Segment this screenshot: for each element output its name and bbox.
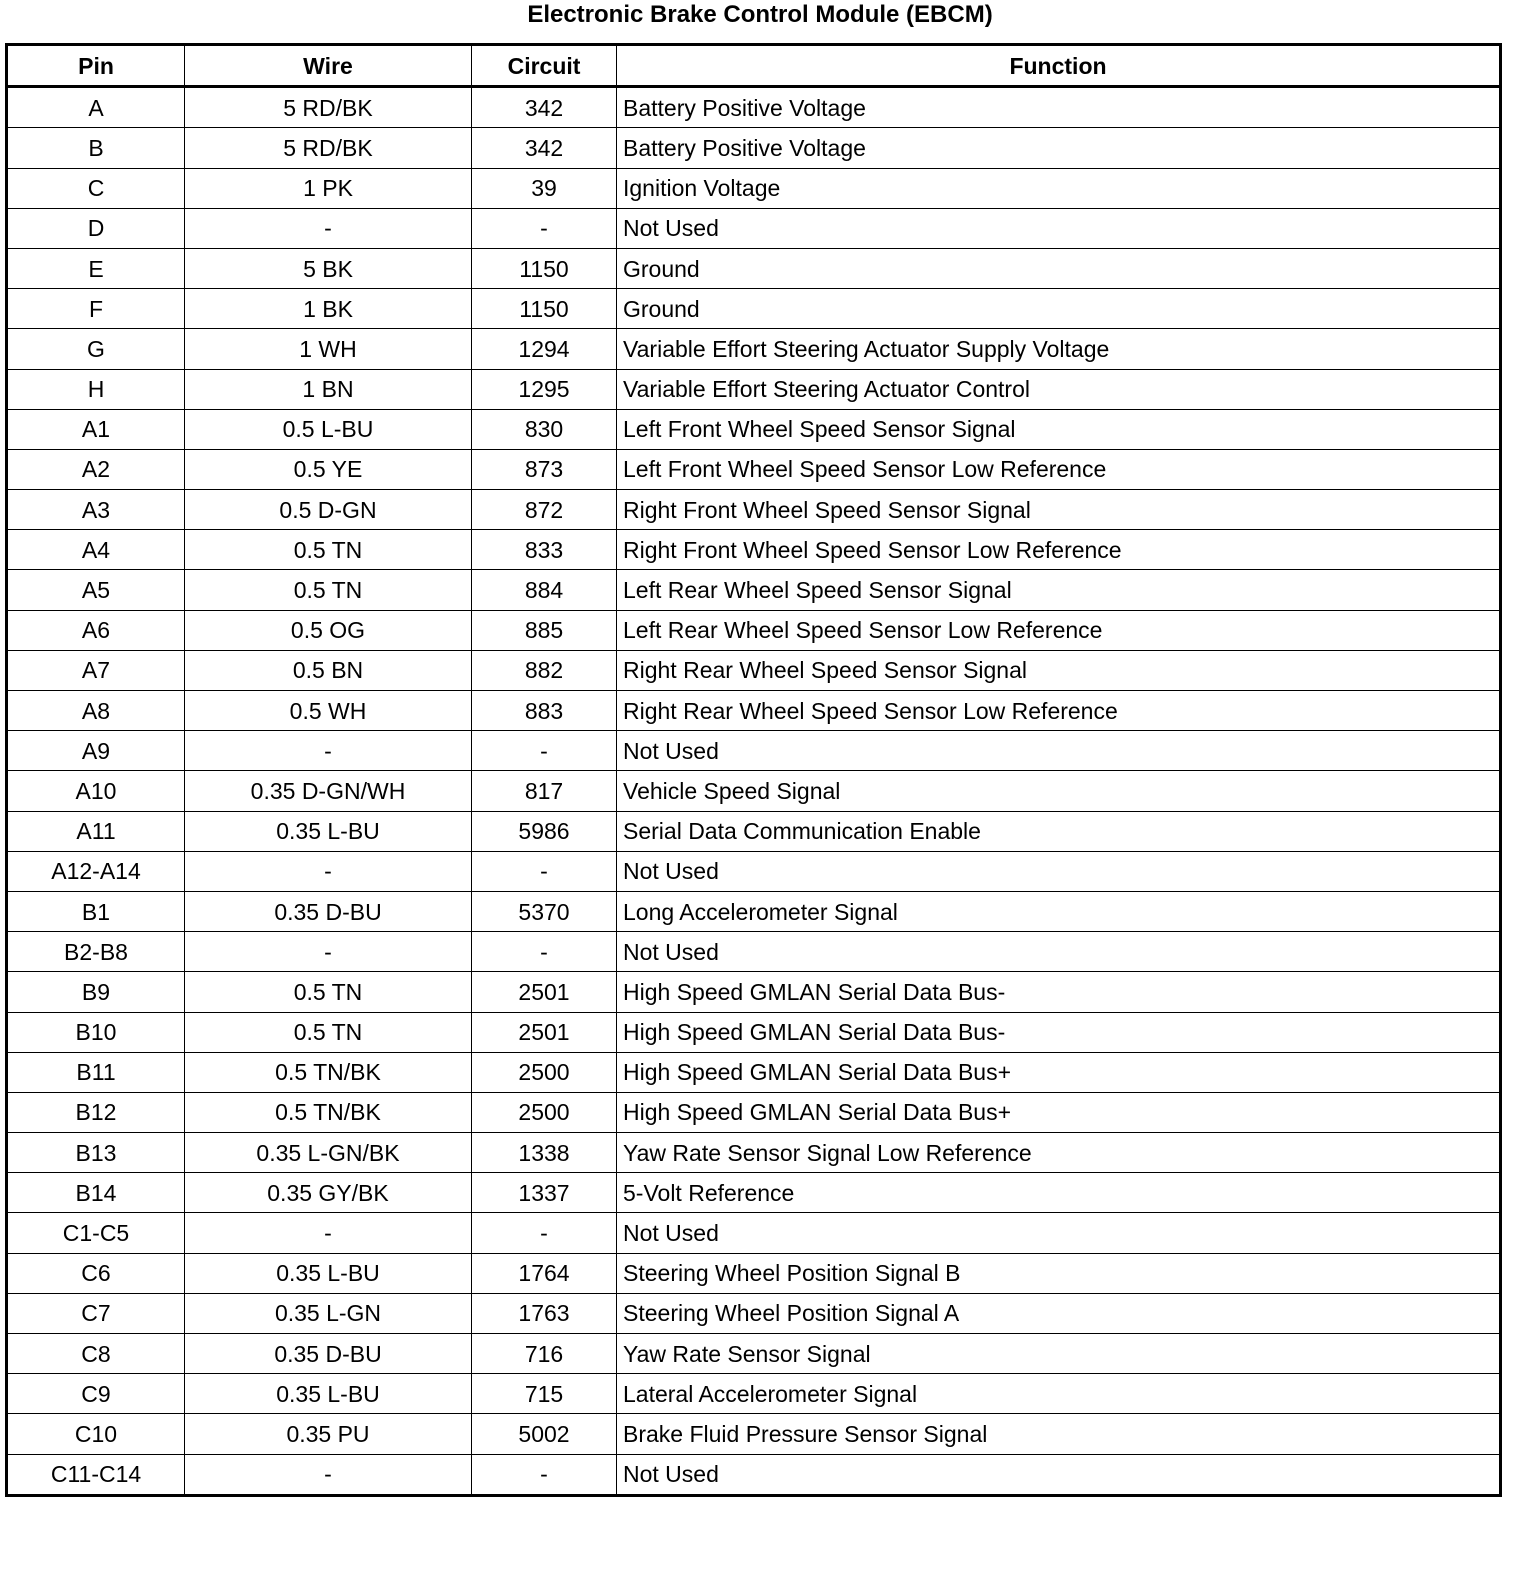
circuit-cell: 5986 — [472, 811, 617, 851]
pin-cell: A2 — [7, 449, 185, 489]
function-cell: High Speed GMLAN Serial Data Bus+ — [617, 1052, 1501, 1092]
table-row — [7, 891, 1501, 931]
function-cell: Left Rear Wheel Speed Sensor Low Reference — [617, 610, 1501, 650]
function-cell: High Speed GMLAN Serial Data Bus- — [617, 1012, 1501, 1052]
pin-cell: F — [7, 289, 185, 329]
table-row — [7, 1213, 1501, 1253]
function-cell: Right Front Wheel Speed Sensor Signal — [617, 490, 1501, 530]
wire-cell: 0.35 D-BU — [185, 891, 472, 931]
pin-cell: B10 — [7, 1012, 185, 1052]
function-cell: Not Used — [617, 208, 1501, 248]
table-row — [7, 490, 1501, 530]
function-cell: High Speed GMLAN Serial Data Bus- — [617, 972, 1501, 1012]
table-row — [7, 409, 1501, 449]
pin-cell: C1-C5 — [7, 1213, 185, 1253]
wire-cell: - — [185, 208, 472, 248]
pin-cell: C6 — [7, 1253, 185, 1293]
function-cell: Ignition Voltage — [617, 168, 1501, 208]
pin-cell: A3 — [7, 490, 185, 530]
function-cell: Right Rear Wheel Speed Sensor Signal — [617, 650, 1501, 690]
wire-cell: 0.5 D-GN — [185, 490, 472, 530]
function-cell: Left Rear Wheel Speed Sensor Signal — [617, 570, 1501, 610]
function-cell: Ground — [617, 248, 1501, 288]
wire-cell: - — [185, 731, 472, 771]
table-row — [7, 1253, 1501, 1293]
pin-cell: B9 — [7, 972, 185, 1012]
wire-cell: 0.5 TN — [185, 972, 472, 1012]
pin-cell: A6 — [7, 610, 185, 650]
circuit-cell: 39 — [472, 168, 617, 208]
wire-cell: 1 BN — [185, 369, 472, 409]
table-row — [7, 691, 1501, 731]
table-row — [7, 1334, 1501, 1374]
pin-cell: A12-A14 — [7, 851, 185, 891]
table-row — [7, 208, 1501, 248]
table-row — [7, 128, 1501, 168]
table-row — [7, 289, 1501, 329]
pin-cell: C — [7, 168, 185, 208]
pin-cell: A — [7, 87, 185, 128]
function-cell: Long Accelerometer Signal — [617, 891, 1501, 931]
circuit-cell: 1295 — [472, 369, 617, 409]
function-cell: High Speed GMLAN Serial Data Bus+ — [617, 1092, 1501, 1132]
function-cell: Not Used — [617, 1213, 1501, 1253]
circuit-cell: - — [472, 932, 617, 972]
wire-cell: 0.5 TN/BK — [185, 1052, 472, 1092]
wire-cell: 0.35 GY/BK — [185, 1173, 472, 1213]
wire-cell: 0.5 YE — [185, 449, 472, 489]
header-row — [7, 45, 1501, 87]
circuit-cell: 5370 — [472, 891, 617, 931]
circuit-cell: 830 — [472, 409, 617, 449]
circuit-cell: 885 — [472, 610, 617, 650]
function-cell: 5-Volt Reference — [617, 1173, 1501, 1213]
header-pin: Pin — [7, 45, 185, 87]
pin-cell: B — [7, 128, 185, 168]
function-cell: Left Front Wheel Speed Sensor Low Reference — [617, 449, 1501, 489]
function-cell: Not Used — [617, 731, 1501, 771]
circuit-cell: 1294 — [472, 329, 617, 369]
circuit-cell: - — [472, 208, 617, 248]
circuit-cell: 1763 — [472, 1293, 617, 1333]
table-row — [7, 610, 1501, 650]
pin-cell: A4 — [7, 530, 185, 570]
wire-cell: 0.35 L-GN/BK — [185, 1133, 472, 1173]
circuit-cell: 872 — [472, 490, 617, 530]
circuit-cell: 715 — [472, 1374, 617, 1414]
circuit-cell: 342 — [472, 87, 617, 128]
wire-cell: 0.5 OG — [185, 610, 472, 650]
pin-cell: A8 — [7, 691, 185, 731]
table-row — [7, 570, 1501, 610]
pin-cell: A7 — [7, 650, 185, 690]
circuit-cell: 2501 — [472, 972, 617, 1012]
wire-cell: 0.35 L-BU — [185, 1374, 472, 1414]
table-row — [7, 1414, 1501, 1454]
function-cell: Brake Fluid Pressure Sensor Signal — [617, 1414, 1501, 1454]
function-cell: Variable Effort Steering Actuator Control — [617, 369, 1501, 409]
function-cell: Steering Wheel Position Signal A — [617, 1293, 1501, 1333]
wire-cell: - — [185, 851, 472, 891]
table-row — [7, 972, 1501, 1012]
function-cell: Lateral Accelerometer Signal — [617, 1374, 1501, 1414]
header-function: Function — [617, 45, 1501, 87]
circuit-cell: 1150 — [472, 248, 617, 288]
wire-cell: - — [185, 1213, 472, 1253]
circuit-cell: 2501 — [472, 1012, 617, 1052]
pin-cell: H — [7, 369, 185, 409]
pin-cell: E — [7, 248, 185, 288]
wire-cell: 0.35 L-BU — [185, 811, 472, 851]
table-row — [7, 1374, 1501, 1414]
table-row — [7, 329, 1501, 369]
function-cell: Right Front Wheel Speed Sensor Low Reference — [617, 530, 1501, 570]
circuit-cell: 882 — [472, 650, 617, 690]
circuit-cell: 883 — [472, 691, 617, 731]
circuit-cell: 1764 — [472, 1253, 617, 1293]
header-circuit: Circuit — [472, 45, 617, 87]
table-row — [7, 1012, 1501, 1052]
wire-cell: 0.35 L-GN — [185, 1293, 472, 1333]
table-row — [7, 449, 1501, 489]
table-row — [7, 851, 1501, 891]
wire-cell: 1 BK — [185, 289, 472, 329]
wire-cell: 0.35 D-GN/WH — [185, 771, 472, 811]
table-row — [7, 1293, 1501, 1333]
circuit-cell: - — [472, 1213, 617, 1253]
pin-cell: G — [7, 329, 185, 369]
circuit-cell: 2500 — [472, 1052, 617, 1092]
table-row — [7, 811, 1501, 851]
table-row — [7, 650, 1501, 690]
wire-cell: 0.5 WH — [185, 691, 472, 731]
table-row — [7, 168, 1501, 208]
function-cell: Battery Positive Voltage — [617, 128, 1501, 168]
wire-cell: 0.35 PU — [185, 1414, 472, 1454]
function-cell: Ground — [617, 289, 1501, 329]
circuit-cell: 873 — [472, 449, 617, 489]
pin-cell: C11-C14 — [7, 1454, 185, 1495]
table-row — [7, 932, 1501, 972]
pin-cell: B14 — [7, 1173, 185, 1213]
wire-cell: - — [185, 932, 472, 972]
pin-cell: A10 — [7, 771, 185, 811]
circuit-cell: 1337 — [472, 1173, 617, 1213]
function-cell: Not Used — [617, 851, 1501, 891]
table-row — [7, 87, 1501, 128]
header-wire: Wire — [185, 45, 472, 87]
circuit-cell: 817 — [472, 771, 617, 811]
function-cell: Battery Positive Voltage — [617, 87, 1501, 128]
wire-cell: 5 RD/BK — [185, 128, 472, 168]
wire-cell: 0.5 L-BU — [185, 409, 472, 449]
pin-cell: C9 — [7, 1374, 185, 1414]
pin-cell: B13 — [7, 1133, 185, 1173]
circuit-cell: 1338 — [472, 1133, 617, 1173]
function-cell: Variable Effort Steering Actuator Supply Voltage — [617, 329, 1501, 369]
table-row — [7, 369, 1501, 409]
pin-cell: A5 — [7, 570, 185, 610]
wire-cell: 5 BK — [185, 248, 472, 288]
circuit-cell: 884 — [472, 570, 617, 610]
circuit-cell: 716 — [472, 1334, 617, 1374]
table-row — [7, 771, 1501, 811]
function-cell: Right Rear Wheel Speed Sensor Low Reference — [617, 691, 1501, 731]
wire-cell: 0.35 D-BU — [185, 1334, 472, 1374]
pin-cell: A1 — [7, 409, 185, 449]
wire-cell: 1 PK — [185, 168, 472, 208]
pin-cell: B12 — [7, 1092, 185, 1132]
wire-cell: 5 RD/BK — [185, 87, 472, 128]
pin-cell: C10 — [7, 1414, 185, 1454]
circuit-cell: 2500 — [472, 1092, 617, 1132]
circuit-cell: - — [472, 851, 617, 891]
table-row — [7, 1133, 1501, 1173]
function-cell: Vehicle Speed Signal — [617, 771, 1501, 811]
pin-cell: C8 — [7, 1334, 185, 1374]
circuit-cell: - — [472, 1454, 617, 1495]
wire-cell: 0.5 TN/BK — [185, 1092, 472, 1132]
circuit-cell: - — [472, 731, 617, 771]
pin-cell: D — [7, 208, 185, 248]
pin-cell: C7 — [7, 1293, 185, 1333]
wire-cell: 0.5 TN — [185, 530, 472, 570]
wire-cell: 0.5 TN — [185, 1012, 472, 1052]
table-row — [7, 731, 1501, 771]
wire-cell: 0.35 L-BU — [185, 1253, 472, 1293]
table-header — [7, 45, 1501, 87]
function-cell: Yaw Rate Sensor Signal — [617, 1334, 1501, 1374]
function-cell: Left Front Wheel Speed Sensor Signal — [617, 409, 1501, 449]
pin-cell: B2-B8 — [7, 932, 185, 972]
circuit-cell: 5002 — [472, 1414, 617, 1454]
function-cell: Yaw Rate Sensor Signal Low Reference — [617, 1133, 1501, 1173]
table-row — [7, 1173, 1501, 1213]
pin-cell: A11 — [7, 811, 185, 851]
wire-cell: 1 WH — [185, 329, 472, 369]
function-cell: Not Used — [617, 1454, 1501, 1495]
circuit-cell: 833 — [472, 530, 617, 570]
pin-cell: B11 — [7, 1052, 185, 1092]
function-cell: Steering Wheel Position Signal B — [617, 1253, 1501, 1293]
wire-cell: 0.5 TN — [185, 570, 472, 610]
wire-cell: 0.5 BN — [185, 650, 472, 690]
table-row — [7, 1092, 1501, 1132]
table-row — [7, 1454, 1501, 1495]
pin-cell: A9 — [7, 731, 185, 771]
pinout-table — [5, 43, 1502, 1497]
circuit-cell: 342 — [472, 128, 617, 168]
document-title: Electronic Brake Control Module (EBCM) — [527, 1, 993, 28]
function-cell: Serial Data Communication Enable — [617, 811, 1501, 851]
table-row — [7, 1052, 1501, 1092]
table-body — [7, 87, 1501, 1496]
table-row — [7, 530, 1501, 570]
circuit-cell: 1150 — [472, 289, 617, 329]
function-cell: Not Used — [617, 932, 1501, 972]
table-row — [7, 248, 1501, 288]
wire-cell: - — [185, 1454, 472, 1495]
pin-cell: B1 — [7, 891, 185, 931]
